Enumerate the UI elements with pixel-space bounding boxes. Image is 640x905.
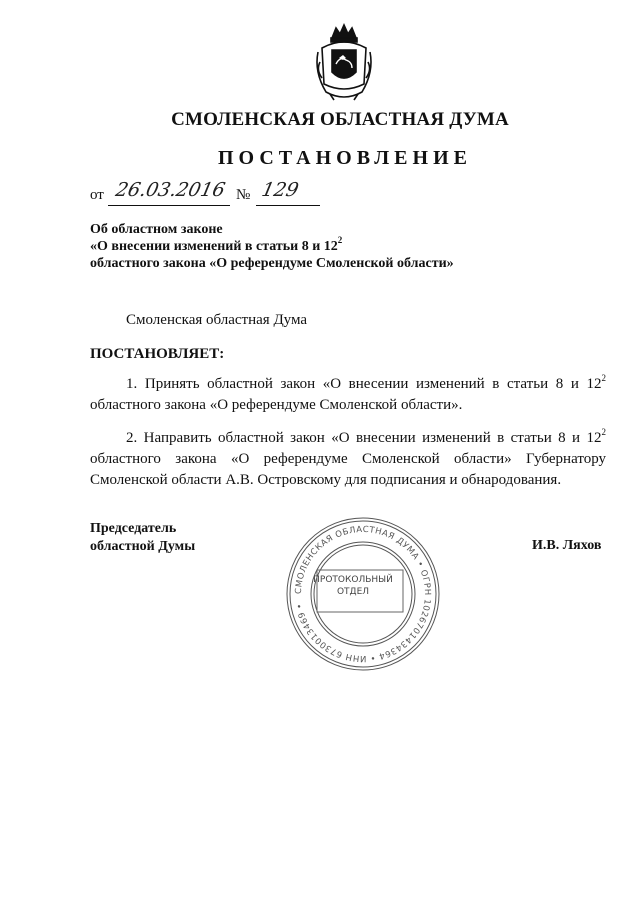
- number-prefix: №: [236, 187, 251, 203]
- date-prefix: от: [90, 187, 104, 203]
- resolves-heading: ПОСТАНОВЛЯЕТ:: [90, 346, 225, 362]
- subject-line-1: Об областном законе: [90, 222, 223, 237]
- subject-line-3: областного закона «О референдуме Смоленской области»: [90, 256, 454, 271]
- organization-title: СМОЛЕНСКАЯ ОБЛАСТНАЯ ДУМА: [171, 109, 509, 130]
- resolution-item-2: 2. Направить областной закон «О внесении изменений в статьи 8 и $12^2$ областного закона «О референдуме Смоленской области» Губернатору Смоленской области А.В. Островскому для подписания и обнародования.: [90, 427, 606, 488]
- handwritten-date: 26.03.2016: [113, 179, 228, 201]
- number-underline: [256, 205, 320, 206]
- signatory-title: Председатель областной Думы: [90, 521, 196, 554]
- document-subject: [90, 221, 454, 272]
- handwritten-number: 129: [259, 179, 301, 201]
- stamp-ring-text: СМОЛЕНСКАЯ ОБЛАСТНАЯ ДУМА • ОГРН 1026701434364 • ИНН 6730013469 •: [293, 524, 433, 664]
- subject-line-2: «О внесении изменений в статьи 8 и $12^2$: [90, 235, 343, 254]
- intro-text: Смоленская областная Дума: [126, 312, 308, 328]
- coat-of-arms-emblem: [312, 22, 376, 104]
- signatory-name: И.В. Ляхов: [532, 538, 602, 553]
- date-underline: [108, 205, 230, 206]
- document-type-title: ПОСТАНОВЛЕНИЕ: [218, 147, 472, 169]
- stamp-label: ПРОТОКОЛЬНЫЙ ОТДЕЛ: [313, 575, 393, 597]
- resolution-item-1: 1. Принять областной закон «О внесении изменений в статьи 8 и $12^2$ областного закона «О референдуме Смоленской области».: [90, 373, 606, 413]
